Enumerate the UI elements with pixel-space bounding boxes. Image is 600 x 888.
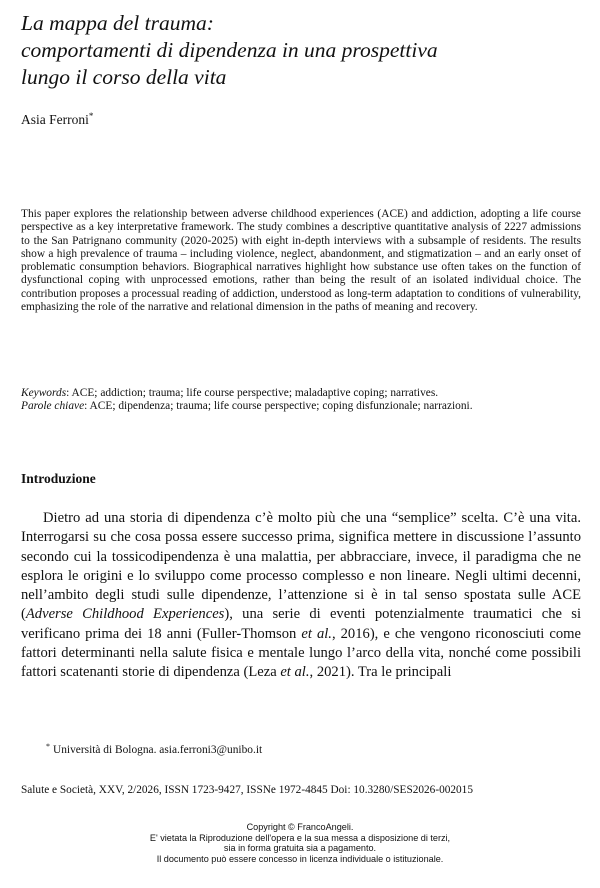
body-text-4: , 2021). Tra le principali	[309, 664, 452, 681]
body-italic-term: Adverse Childhood Experiences	[25, 606, 225, 623]
title-line-1: La mappa del trauma:	[21, 11, 214, 35]
footnote-text: Università di Bologna. asia.ferroni3@unibo.it	[53, 744, 263, 756]
abstract: This paper explores the relationship between adverse childhood experiences (ACE) and addiction, adopting a life course perspective as a key interpretative framework. The study combines a descriptive quantitative analysis of 2227 admissions to the San Patrignano community (2020-2025) with eight in-depth interviews with a subsample of residents. The results show a high prevalence of trauma – including violence, neglect, abandonment, and stigmatization – and an early onset of problematic consumption behaviors. Biographical narratives highlight how substance use often takes on the function of dysfunctional coping with unprocessed emotions, rather than being the result of an isolated individual choice. The contribution proposes a processual reading of addiction, understood as long-term adaptation to conditions of vulnerability, emphasizing the role of the narrative and relational dimension in the paths of meaning and recovery.	[21, 208, 581, 314]
title-line-3: lungo il corso della vita	[21, 65, 227, 89]
body-text-3: , 2016), e che vengono riconosciuti come fattori determinanti nella salute fisica e mentale lungo l’arco della vita, nonché come possibili fattori scatenanti storie di dipendenza (Leza	[21, 625, 581, 681]
body-paragraph	[21, 509, 581, 683]
copyright-line-1: Copyright © FrancoAngeli.	[246, 822, 354, 832]
copyright-line-2: E' vietata la Riproduzione dell'opera e la sua messa a disposizione di terzi,	[149, 832, 451, 843]
author-line	[21, 111, 93, 128]
keywords-block	[21, 387, 581, 414]
author-footnote-mark[interactable]: *	[88, 111, 94, 121]
article-title	[21, 10, 581, 91]
copyright-notice	[0, 822, 600, 864]
body-etal-1: et al.	[301, 625, 332, 642]
body-text-2: ), una serie di eventi potenzialmente traumatici che si verificano prima dei 18 anni (Fuller-Thomson	[21, 606, 582, 642]
section-heading: Introduzione	[21, 471, 96, 486]
author-name: Asia Ferroni	[21, 112, 89, 127]
copyright-line-4: Il documento può essere concesso in licenza individuale o istituzionale.	[156, 853, 444, 864]
body-text-1: Dietro ad una storia di dipendenza c’è molto più che una “semplice” scelta. C’è una vita. Interrogarsi su che cosa possa essere successo prima, significa mettere in discussione l’assunto secondo cui la tossicodipendenza è una malattia, per abbracciare, invece, il paradigma che ne esplora le origini e lo sviluppo come processo complesso e non lineare. Negli ultimi decenni, nell’ambito degli studi sulle dipendenze, l’attenzione si è in tal senso spostata sulle ACE (	[21, 510, 581, 623]
parole-chiave-label: Parole chiave	[21, 400, 85, 413]
parole-chiave-text: : ACE; dipendenza; trauma; life course perspective; coping disfunzionale; narrazioni.	[84, 400, 473, 413]
parole-chiave-line	[21, 400, 581, 413]
keywords-label: Keywords	[21, 387, 67, 399]
journal-citation: Salute e Società, XXV, 2/2026, ISSN 1723-9427, ISSNe 1972-4845 Doi: 10.3280/SES2026-002015	[21, 784, 473, 796]
title-line-2: comportamenti di dipendenza in una prospettiva	[21, 38, 438, 62]
copyright-line-3: sia in forma gratuita sia a pagamento.	[223, 843, 377, 854]
keywords-line	[21, 387, 581, 400]
footnote-mark: *	[46, 742, 50, 751]
body-etal-2: et al.	[280, 664, 310, 681]
keywords-text: : ACE; addiction; trauma; life course perspective; maladaptive coping; narratives.	[66, 387, 439, 399]
footnote	[46, 742, 262, 756]
